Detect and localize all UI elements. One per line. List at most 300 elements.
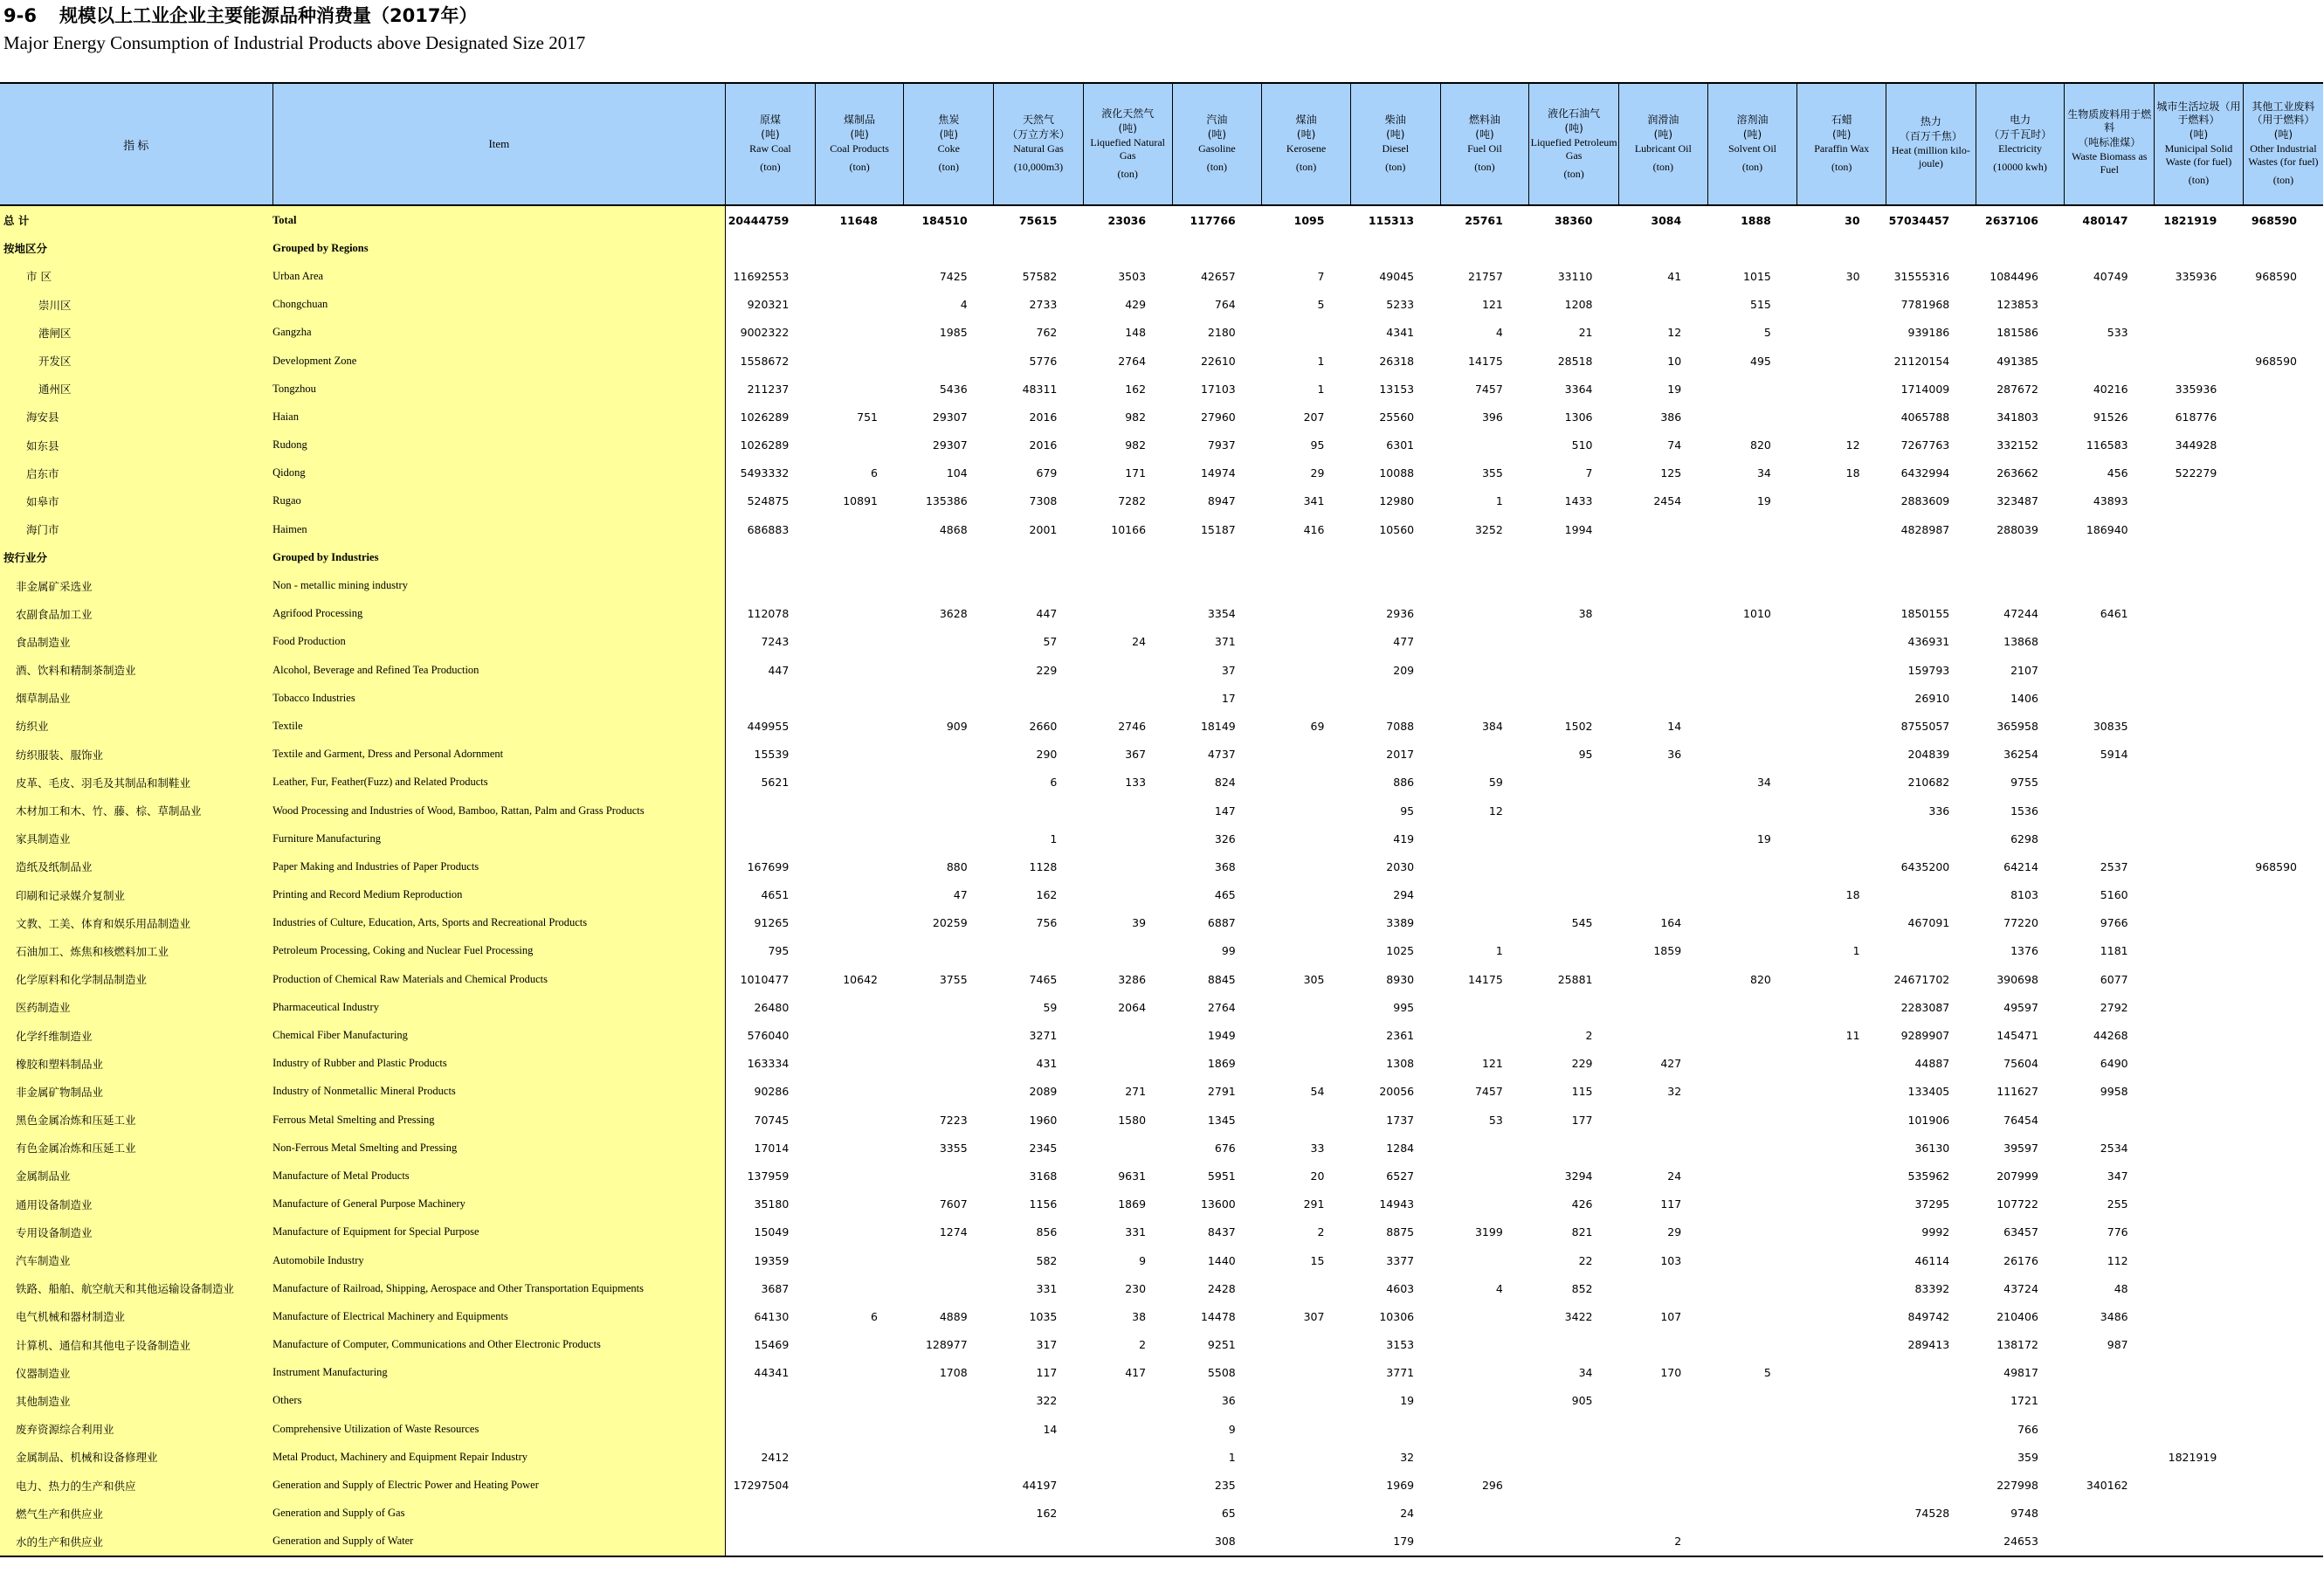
value-cell: 686883 [747,522,790,536]
value-cell [2243,291,2323,319]
value-cell [2243,1331,2323,1359]
value-cell [1083,1415,1172,1443]
value-cell [2155,1246,2244,1274]
value-cell [2155,319,2244,347]
value-cell: 90286 [754,1085,790,1099]
header-sep: （百万千焦） [1899,129,1962,142]
row-label-en: Agrifood Processing [272,600,726,628]
row-label-en: Haimen [272,515,726,543]
value-cell: 5 [1763,1366,1771,1380]
value-cell [1886,937,1976,965]
value-cell [1797,1246,1886,1274]
value-cell: 905 [1571,1394,1593,1408]
table-row [0,881,2323,909]
value-cell [2155,993,2244,1021]
value-cell [1262,234,1351,262]
value-cell [1707,1134,1797,1162]
value-cell [1083,937,1172,965]
table-row [0,1500,2323,1528]
value-cell [815,824,904,852]
value-cell [815,852,904,880]
value-cell: 40749 [2093,269,2128,283]
value-cell: 1888 [1741,213,1771,227]
value-cell: 3084 [1651,213,1682,227]
value-cell [1707,543,1797,571]
header-cn: 汽油 [1206,114,1228,126]
value-cell: 5951 [1207,1169,1236,1183]
value-cell [2065,769,2155,797]
value-cell [2243,1050,2323,1078]
value-cell: 491385 [1996,354,2038,368]
value-cell [726,797,816,824]
table-body [0,205,2323,1556]
value-cell: 2764 [1118,354,1147,368]
value-cell: 128977 [925,1338,968,1352]
header-en: Other Industrial Wastes (for fuel) [2248,142,2319,168]
value-cell: 679 [1036,466,1058,480]
value-cell [1707,1190,1797,1218]
value-cell: 3252 [1474,522,1503,536]
value-cell [2155,1218,2244,1246]
row-label-en: Textile and Garment, Dress and Personal Adornment [272,741,726,769]
value-cell [1350,571,1440,599]
table-row [0,1471,2323,1499]
value-cell [815,1387,904,1415]
value-cell [1529,684,1619,712]
row-label-cn: 燃气生产和供应业 [0,1500,272,1528]
value-cell [1797,1274,1886,1302]
header-en: Gasoline [1198,142,1236,155]
value-cell [1618,1387,1707,1415]
value-cell: 117 [1660,1197,1682,1211]
value-cell: 54 [1310,1085,1325,1099]
value-cell [2155,965,2244,993]
row-label-cn: 仪器制造业 [0,1359,272,1387]
value-cell [2243,1471,2323,1499]
value-cell [1440,571,1529,599]
value-cell [904,234,994,262]
value-cell: 480147 [2082,213,2128,227]
value-cell: 19 [1667,382,1682,396]
value-cell: 7457 [1474,1085,1503,1099]
table-row [0,1274,2323,1302]
value-cell [815,712,904,740]
value-cell: 1850155 [1900,607,1950,621]
row-label-cn: 黑色金属冶炼和压延工业 [0,1106,272,1134]
value-cell: 18 [1845,466,1860,480]
header-cn: 燃料油 [1468,114,1500,126]
value-cell: 181586 [1996,326,2038,340]
row-label-cn: 木材加工和木、竹、藤、棕、草制品业 [0,797,272,824]
value-cell: 7267763 [1900,438,1950,452]
value-cell [2243,600,2323,628]
value-cell [2065,1528,2155,1556]
value-cell: 36 [1667,748,1682,762]
value-cell: 1376 [2010,944,2038,958]
value-cell: 20056 [1379,1085,1415,1099]
value-cell [1976,543,2065,571]
value-cell: 101906 [1907,1113,1950,1127]
value-cell [2243,628,2323,656]
value-cell: 995 [1393,1000,1415,1014]
value-cell [2243,1134,2323,1162]
value-cell [2243,1415,2323,1443]
value-cell: 235 [1214,1479,1236,1493]
value-cell: 2001 [1029,522,1058,536]
value-cell: 2412 [761,1450,790,1464]
row-label-cn: 金属制品业 [0,1162,272,1190]
value-cell [2155,347,2244,375]
value-cell [1440,1246,1529,1274]
value-cell: 263662 [1996,466,2038,480]
header-en: Diesel [1382,142,1410,155]
value-cell [2155,1134,2244,1162]
value-cell: 36130 [1914,1141,1950,1155]
value-cell [815,881,904,909]
header-row [0,83,2323,205]
header-cn: 天然气 [1023,114,1055,126]
value-cell [1083,1500,1172,1528]
row-label-cn: 水的生产和供应业 [0,1528,272,1556]
value-cell: 42657 [1200,269,1236,283]
value-cell [1797,234,1886,262]
value-cell [1440,1302,1529,1330]
value-cell: 49817 [2003,1366,2038,1380]
value-cell: 5 [1763,326,1771,340]
value-cell: 386 [1660,410,1682,424]
value-cell: 18149 [1200,719,1236,733]
value-cell [815,1021,904,1049]
value-cell [2155,1500,2244,1528]
value-cell: 2283087 [1900,1000,1950,1014]
value-cell [904,1162,994,1190]
value-cell: 467091 [1907,916,1950,930]
value-cell [2155,656,2244,684]
value-cell [2155,852,2244,880]
value-cell: 2089 [1029,1085,1058,1099]
value-cell: 8930 [1386,972,1415,986]
table-row [0,769,2323,797]
value-cell: 17 [1221,691,1236,705]
row-label-cn: 专用设备制造业 [0,1218,272,1246]
row-label-cn: 通州区 [0,375,272,403]
value-cell [1529,769,1619,797]
value-cell: 57 [1043,635,1058,649]
row-label-cn: 如东县 [0,431,272,459]
value-cell: 347 [2107,1169,2128,1183]
value-cell: 11648 [839,213,878,227]
value-cell [2155,1162,2244,1190]
value-cell [904,1246,994,1274]
header-col-7 [1350,83,1440,205]
value-cell: 22 [1578,1253,1593,1267]
table-row [0,1302,2323,1330]
value-cell: 1714009 [1900,382,1950,396]
row-label-cn: 汽车制造业 [0,1246,272,1274]
value-cell: 8845 [1207,972,1236,986]
value-cell: 111627 [1996,1085,2038,1099]
value-cell: 1859 [1653,944,1682,958]
value-cell: 384 [1481,719,1503,733]
value-cell: 112 [2107,1253,2128,1267]
value-cell: 2454 [1653,494,1682,508]
value-cell: 920321 [747,298,790,312]
row-label-en: Alcohol, Beverage and Refined Tea Production [272,656,726,684]
header-sep: (吨) [1653,128,1673,141]
row-label-cn: 电力、热力的生产和供应 [0,1471,272,1499]
value-cell [1262,881,1351,909]
value-cell: 204839 [1907,748,1950,762]
value-cell: 30 [1845,213,1860,227]
value-cell [2155,1528,2244,1556]
row-label-en: Manufacture of Electrical Machinery and Equipments [272,1302,726,1330]
value-cell: 230 [1125,1281,1147,1295]
value-cell: 2637106 [1985,213,2038,227]
value-cell [2155,234,2244,262]
value-cell: 4737 [1207,748,1236,762]
value-cell [2155,628,2244,656]
value-cell: 582 [1036,1253,1058,1267]
value-cell: 121 [1481,298,1503,312]
header-en: Natural Gas [1013,142,1064,155]
value-cell: 25881 [1557,972,1593,986]
value-cell: 3294 [1564,1169,1593,1183]
table-row [0,262,2323,290]
value-cell: 57034457 [1888,213,1950,227]
value-cell: 426 [1571,1197,1593,1211]
value-cell: 59 [1488,776,1503,790]
value-cell [1529,543,1619,571]
table-row [0,628,2323,656]
value-cell [726,571,816,599]
value-cell: 3355 [939,1141,968,1155]
value-cell [1707,628,1797,656]
value-cell [1083,824,1172,852]
value-cell [726,1500,816,1528]
value-cell [1797,291,1886,319]
value-cell [904,1274,994,1302]
value-cell: 288039 [1996,522,2038,536]
header-sep: (吨) [1475,128,1494,141]
row-label-cn: 石油加工、炼焦和核燃料加工业 [0,937,272,965]
value-cell: 7223 [939,1113,968,1127]
value-cell: 396 [1481,410,1503,424]
header-col-11 [1707,83,1797,205]
table-row [0,1331,2323,1359]
value-cell: 116583 [2086,438,2128,452]
value-cell [904,1471,994,1499]
row-label-en: Manufacture of Railroad, Shipping, Aerospace and Other Transportation Equipments [272,1274,726,1302]
value-cell [815,684,904,712]
value-cell: 64214 [2003,859,2038,873]
row-label-en: Ferrous Metal Smelting and Pressing [272,1106,726,1134]
row-label-en: Industry of Nonmetallic Mineral Products [272,1078,726,1106]
value-cell: 46114 [1914,1253,1950,1267]
value-cell [2243,769,2323,797]
value-cell [1618,797,1707,824]
value-cell [1262,1331,1351,1359]
value-cell: 1 [1852,944,1860,958]
value-cell [2065,1106,2155,1134]
value-cell [1350,1415,1440,1443]
value-cell: 336 [1928,804,1950,818]
value-cell [815,741,904,769]
value-cell [904,1528,994,1556]
value-cell [2243,515,2323,543]
value-cell [1707,852,1797,880]
value-cell [1797,1302,1886,1330]
value-cell [994,1443,1084,1471]
value-cell [1529,656,1619,684]
value-cell: 2180 [1207,326,1236,340]
row-label-en: Tobacco Industries [272,684,726,712]
value-cell: 7937 [1207,438,1236,452]
value-cell [1618,1274,1707,1302]
value-cell [1262,1443,1351,1471]
value-cell: 341 [1303,494,1325,508]
value-cell: 9 [1139,1253,1147,1267]
header-sep: (吨) [939,128,959,141]
header-sep: (吨) [1386,128,1405,141]
row-label-en: Generation and Supply of Water [272,1528,726,1556]
value-cell: 133 [1125,776,1147,790]
value-cell [1618,1021,1707,1049]
value-cell: 3687 [761,1281,790,1295]
header-col-13 [1886,83,1976,205]
row-label-cn: 非金属矿物制品业 [0,1078,272,1106]
value-cell: 36 [1221,1394,1236,1408]
value-cell: 148 [1125,326,1147,340]
value-cell: 852 [1571,1281,1593,1295]
value-cell [1618,234,1707,262]
header-cn: 其他工业废料（用于燃料） [2252,100,2315,126]
value-cell: 2792 [2100,1000,2128,1014]
value-cell [1797,515,1886,543]
header-en: Coal Products [830,142,889,155]
row-label-en: Industries of Culture, Education, Arts, Sports and Recreational Products [272,909,726,937]
row-label-cn: 食品制造业 [0,628,272,656]
value-cell [1529,1500,1619,1528]
row-label-cn: 医药制造业 [0,993,272,1021]
value-cell [1529,852,1619,880]
value-cell [904,347,994,375]
header-sep: （万千瓦时） [1989,128,2052,141]
value-cell [2243,543,2323,571]
header-cn: 煤油 [1295,114,1317,126]
value-cell: 162 [1036,1507,1058,1521]
value-cell: 982 [1125,438,1147,452]
value-cell [2155,909,2244,937]
value-cell: 323487 [1996,494,2038,508]
value-cell [1797,1134,1886,1162]
row-label-en: Paper Making and Industries of Paper Products [272,852,726,880]
value-cell [815,993,904,1021]
value-cell [1797,656,1886,684]
value-cell: 1156 [1029,1197,1058,1211]
header-col-12 [1797,83,1886,205]
value-cell [2243,319,2323,347]
row-label-cn: 启东市 [0,459,272,487]
value-cell: 9289907 [1900,1029,1950,1043]
table-row [0,543,2323,571]
value-cell: 9251 [1207,1338,1236,1352]
value-cell: 15187 [1200,522,1236,536]
value-cell [1797,1471,1886,1499]
value-cell [1797,1190,1886,1218]
row-label-en: Comprehensive Utilization of Waste Resources [272,1415,726,1443]
value-cell [904,937,994,965]
table-row [0,571,2323,599]
value-cell: 447 [1036,607,1058,621]
value-cell: 75615 [1018,213,1058,227]
table-row [0,459,2323,487]
value-cell [815,1218,904,1246]
value-cell: 34 [1756,466,1771,480]
value-cell [1886,571,1976,599]
value-cell: 1 [1495,944,1503,958]
value-cell: 31555316 [1893,269,1950,283]
value-cell [1529,571,1619,599]
value-cell: 2016 [1029,438,1058,452]
value-cell: 5621 [761,776,790,790]
header-cn: 城市生活垃圾（用于燃料） [2156,100,2241,126]
header-col-9 [1529,83,1619,205]
value-cell [2155,741,2244,769]
row-label-en: Grouped by Industries [272,543,726,571]
value-cell: 39597 [2003,1141,2038,1155]
value-cell [2065,1387,2155,1415]
value-cell: 2345 [1029,1141,1058,1155]
value-cell [815,909,904,937]
value-cell: 138172 [1996,1338,2038,1352]
value-cell: 522279 [2175,466,2217,480]
header-cn: 柴油 [1384,114,1406,126]
value-cell: 14974 [1200,466,1236,480]
value-cell [1262,1471,1351,1499]
value-cell: 53 [1488,1113,1503,1127]
value-cell: 317 [1036,1338,1058,1352]
value-cell: 5914 [2100,748,2128,762]
value-cell [1529,1471,1619,1499]
value-cell [1707,1021,1797,1049]
value-cell: 909 [946,719,968,733]
value-cell: 3389 [1386,916,1415,930]
table-row [0,1162,2323,1190]
row-label-en: Petroleum Processing, Coking and Nuclear Fuel Processing [272,937,726,965]
value-cell: 37295 [1914,1197,1950,1211]
row-label-cn: 非金属矿采选业 [0,571,272,599]
value-cell: 9992 [1921,1225,1950,1239]
value-cell: 987 [2107,1338,2128,1352]
value-cell [1976,571,2065,599]
value-cell: 1869 [1207,1057,1236,1071]
value-cell [1440,1134,1529,1162]
row-label-cn: 金属制品、机械和设备修理业 [0,1443,272,1471]
value-cell [1797,628,1886,656]
value-cell: 209 [1393,663,1415,677]
value-cell: 7 [1317,269,1325,283]
value-cell: 1181 [2100,944,2128,958]
value-cell [1976,234,2065,262]
value-cell: 38 [1578,607,1593,621]
header-cn: 煤制品 [844,114,876,126]
value-cell: 416 [1303,522,1325,536]
header-en: Raw Coal [749,142,791,155]
table-row [0,291,2323,319]
value-cell [1618,684,1707,712]
table-row [0,965,2323,993]
value-cell: 20444759 [728,213,790,227]
